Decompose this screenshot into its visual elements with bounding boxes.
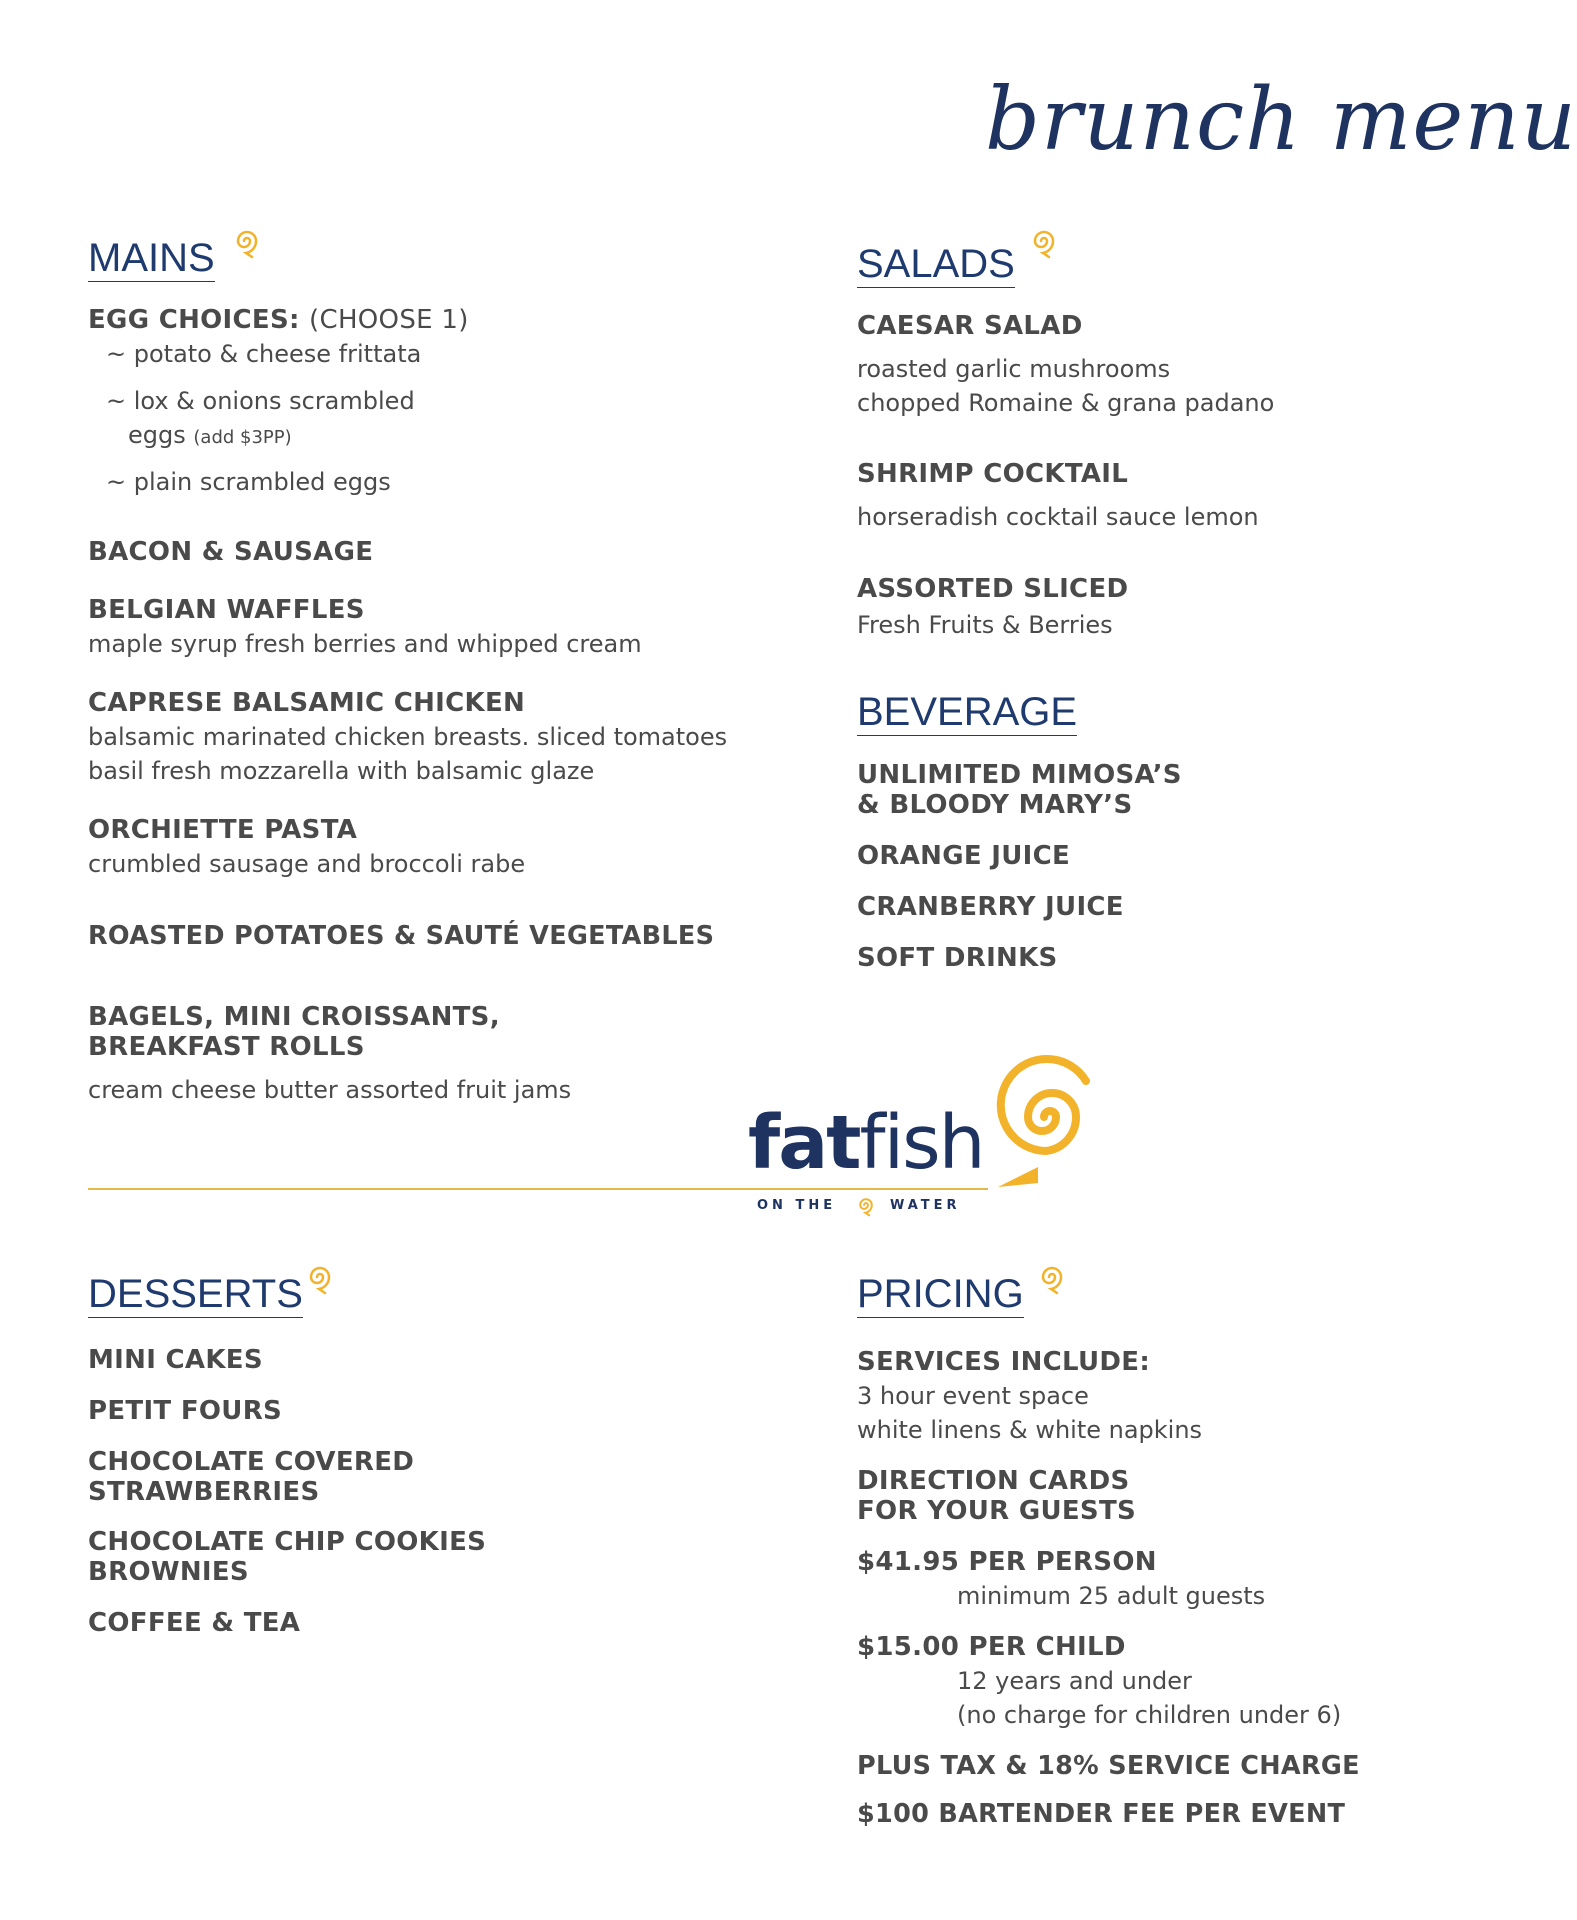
- logo-wordmark: [748, 1100, 984, 1186]
- waffles-desc: maple syrup fresh berries and whipped cream: [88, 630, 642, 658]
- egg-option: ~ lox & onions scrambled: [106, 387, 415, 415]
- dessert-item: BROWNIES: [88, 1557, 249, 1587]
- dessert-item: COFFEE & TEA: [88, 1608, 301, 1638]
- chicken-desc: balsamic marinated chicken breasts. sliced tomatoes: [88, 723, 728, 751]
- swirl-icon: [1035, 1260, 1069, 1294]
- per-person-desc: minimum 25 adult guests: [957, 1582, 1266, 1610]
- fish-swirl-logo-icon: [988, 1055, 1106, 1205]
- egg-choose-label: (CHOOSE 1): [309, 305, 469, 335]
- per-child-desc: 12 years and under: [957, 1667, 1192, 1695]
- bartender-heading: $100 BARTENDER FEE PER EVENT: [857, 1799, 1346, 1829]
- waffles-heading: BELGIAN WAFFLES: [88, 595, 365, 625]
- bagels-heading: BREAKFAST ROLLS: [88, 1032, 365, 1062]
- pasta-heading: ORCHIETTE PASTA: [88, 815, 358, 845]
- swirl-icon: [855, 1194, 877, 1216]
- dessert-item: STRAWBERRIES: [88, 1477, 320, 1507]
- beverage-item: ORANGE JUICE: [857, 841, 1071, 871]
- egg-choices-heading: [88, 305, 469, 335]
- pasta-desc: crumbled sausage and broccoli rabe: [88, 850, 526, 878]
- sliced-desc: Fresh Fruits & Berries: [857, 611, 1113, 639]
- desserts-title: DESSERTS: [88, 1272, 303, 1316]
- chicken-heading: CAPRESE BALSAMIC CHICKEN: [88, 688, 526, 718]
- potatoes-heading: ROASTED POTATOES & SAUTÉ VEGETABLES: [88, 921, 715, 951]
- beverage-item: CRANBERRY JUICE: [857, 892, 1124, 922]
- logo-word-fish: fish: [859, 1100, 984, 1186]
- direction-heading: FOR YOUR GUESTS: [857, 1496, 1137, 1526]
- direction-heading: DIRECTION CARDS: [857, 1466, 1130, 1496]
- egg-option: ~ potato & cheese frittata: [106, 340, 422, 368]
- dessert-item: CHOCOLATE CHIP COOKIES: [88, 1527, 487, 1557]
- sliced-heading: ASSORTED SLICED: [857, 574, 1129, 604]
- services-desc: 3 hour event space: [857, 1382, 1089, 1410]
- swirl-icon: [303, 1260, 337, 1294]
- pricing-title: PRICING: [857, 1272, 1024, 1316]
- salads-title: SALADS: [857, 242, 1015, 286]
- egg-option-addon: (add $3PP): [193, 427, 292, 448]
- divider: [88, 1188, 988, 1190]
- egg-option-eggs: eggs: [128, 421, 186, 449]
- per-person-heading: $41.95 PER PERSON: [857, 1547, 1157, 1577]
- beverage-item: & BLOODY MARY’S: [857, 790, 1133, 820]
- dessert-item: MINI CAKES: [88, 1345, 263, 1375]
- bagels-desc: cream cheese butter assorted fruit jams: [88, 1076, 572, 1104]
- shrimp-heading: SHRIMP COCKTAIL: [857, 459, 1129, 489]
- beverage-title: BEVERAGE: [857, 690, 1078, 734]
- beverage-item: SOFT DRINKS: [857, 943, 1058, 973]
- caesar-desc: chopped Romaine & grana padano: [857, 389, 1275, 417]
- services-heading: SERVICES INCLUDE:: [857, 1347, 1151, 1377]
- bacon-heading: BACON & SAUSAGE: [88, 537, 374, 567]
- dessert-item: PETIT FOURS: [88, 1396, 283, 1426]
- beverage-item: UNLIMITED MIMOSA’S: [857, 760, 1182, 790]
- caesar-desc: roasted garlic mushrooms: [857, 355, 1171, 383]
- egg-option: ~ plain scrambled eggs: [106, 468, 391, 496]
- chicken-desc: basil fresh mozzarella with balsamic glaze: [88, 757, 595, 785]
- swirl-icon: [1027, 224, 1061, 258]
- per-child-heading: $15.00 PER CHILD: [857, 1632, 1126, 1662]
- tax-heading: PLUS TAX & 18% SERVICE CHARGE: [857, 1751, 1360, 1781]
- logo-tagline-left: ON THE: [757, 1198, 837, 1213]
- egg-heading-label: EGG CHOICES:: [88, 305, 300, 335]
- mains-title: MAINS: [88, 236, 215, 280]
- logo-tagline-right: WATER: [890, 1198, 961, 1213]
- swirl-icon: [230, 224, 264, 258]
- services-desc: white linens & white napkins: [857, 1416, 1203, 1444]
- bagels-heading: BAGELS, MINI CROISSANTS,: [88, 1002, 500, 1032]
- page-title: brunch menu: [985, 70, 1577, 170]
- shrimp-desc: horseradish cocktail sauce lemon: [857, 503, 1259, 531]
- dessert-item: CHOCOLATE COVERED: [88, 1447, 415, 1477]
- egg-option-cont: [128, 418, 292, 455]
- caesar-heading: CAESAR SALAD: [857, 311, 1083, 341]
- logo-word-fat: fat: [748, 1100, 860, 1186]
- per-child-desc: (no charge for children under 6): [957, 1701, 1342, 1729]
